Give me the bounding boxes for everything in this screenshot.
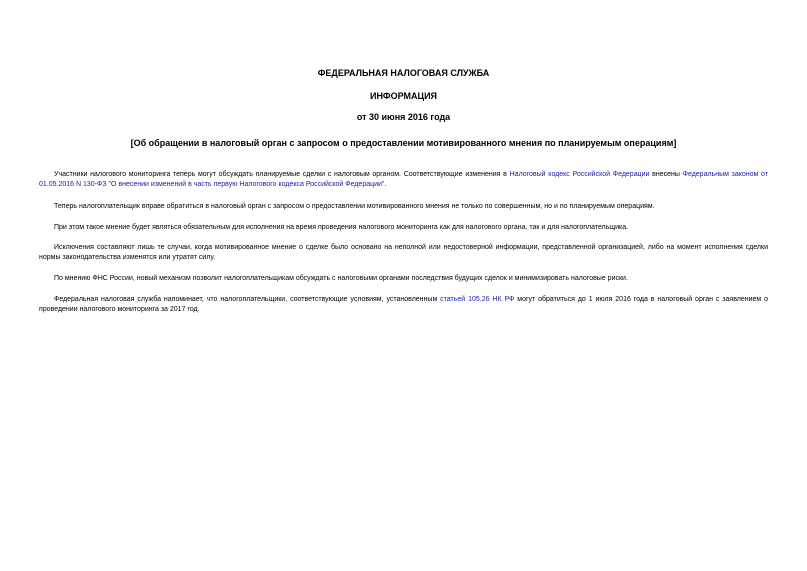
agency-title: ФЕДЕРАЛЬНАЯ НАЛОГОВАЯ СЛУЖБА (317, 68, 490, 78)
federal-law-link[interactable]: Федеральным законом от 01.05.2016 N 130-ФЗ "О внесении изменений в часть первую Налогового кодекса Российской Федерации" (39, 171, 768, 188)
paragraph-text: могут обратиться до 1 июля 2016 года в налоговый орган с заявлением о проведении налогового мониторинга за 2017 год. (39, 296, 769, 313)
article-105-26-link[interactable]: статьей 105.26 НК РФ (440, 296, 515, 303)
tax-code-link[interactable]: Налоговый кодекс Российской Федерации (509, 171, 650, 178)
paragraph-text: . (384, 181, 387, 188)
paragraph-text: внесены (649, 171, 683, 178)
paragraph-1 (39, 170, 768, 190)
paragraph-2: Теперь налогоплательщик вправе обратиться в налоговый орган с запросом о предоставлении мотивированного мнения не только по совершенным, но и по планируемым операциям. (54, 203, 655, 210)
paragraph-text: Участники налогового мониторинга теперь могут обсуждать планируемые сделки с налоговым органом. Соответствующие изменения в (54, 171, 510, 178)
paragraph-5: По мнению ФНС России, новый механизм позволит налогоплательщикам обсуждать с налоговыми органами последствия будущих сделок и минимизировать налоговые риски. (54, 275, 628, 282)
document-date: от 30 июня 2016 года (356, 112, 451, 122)
document-type: ИНФОРМАЦИЯ (369, 91, 438, 101)
document-subject: [Об обращении в налоговый орган с запросом о предоставлении мотивированного мнения по планируемым операциям] (130, 138, 677, 148)
paragraph-6 (39, 295, 768, 315)
paragraph-3: При этом такое мнение будет являться обязательным для исполнения на время проведения налогового мониторинга как для налогового органа, так и для налогоплательщика. (54, 224, 629, 231)
paragraph-4: Исключения составляют лишь те случаи, когда мотивированное мнение о сделке было основано на неполной или недостоверной информации, представленной организацией, либо на момент исполнения сделки нормы законодательства изменятся или утратят силу. (39, 244, 768, 261)
paragraph-text: Федеральная налоговая служба напоминает, что налогоплательщики, соответствующие условиям, установленным (54, 296, 441, 303)
